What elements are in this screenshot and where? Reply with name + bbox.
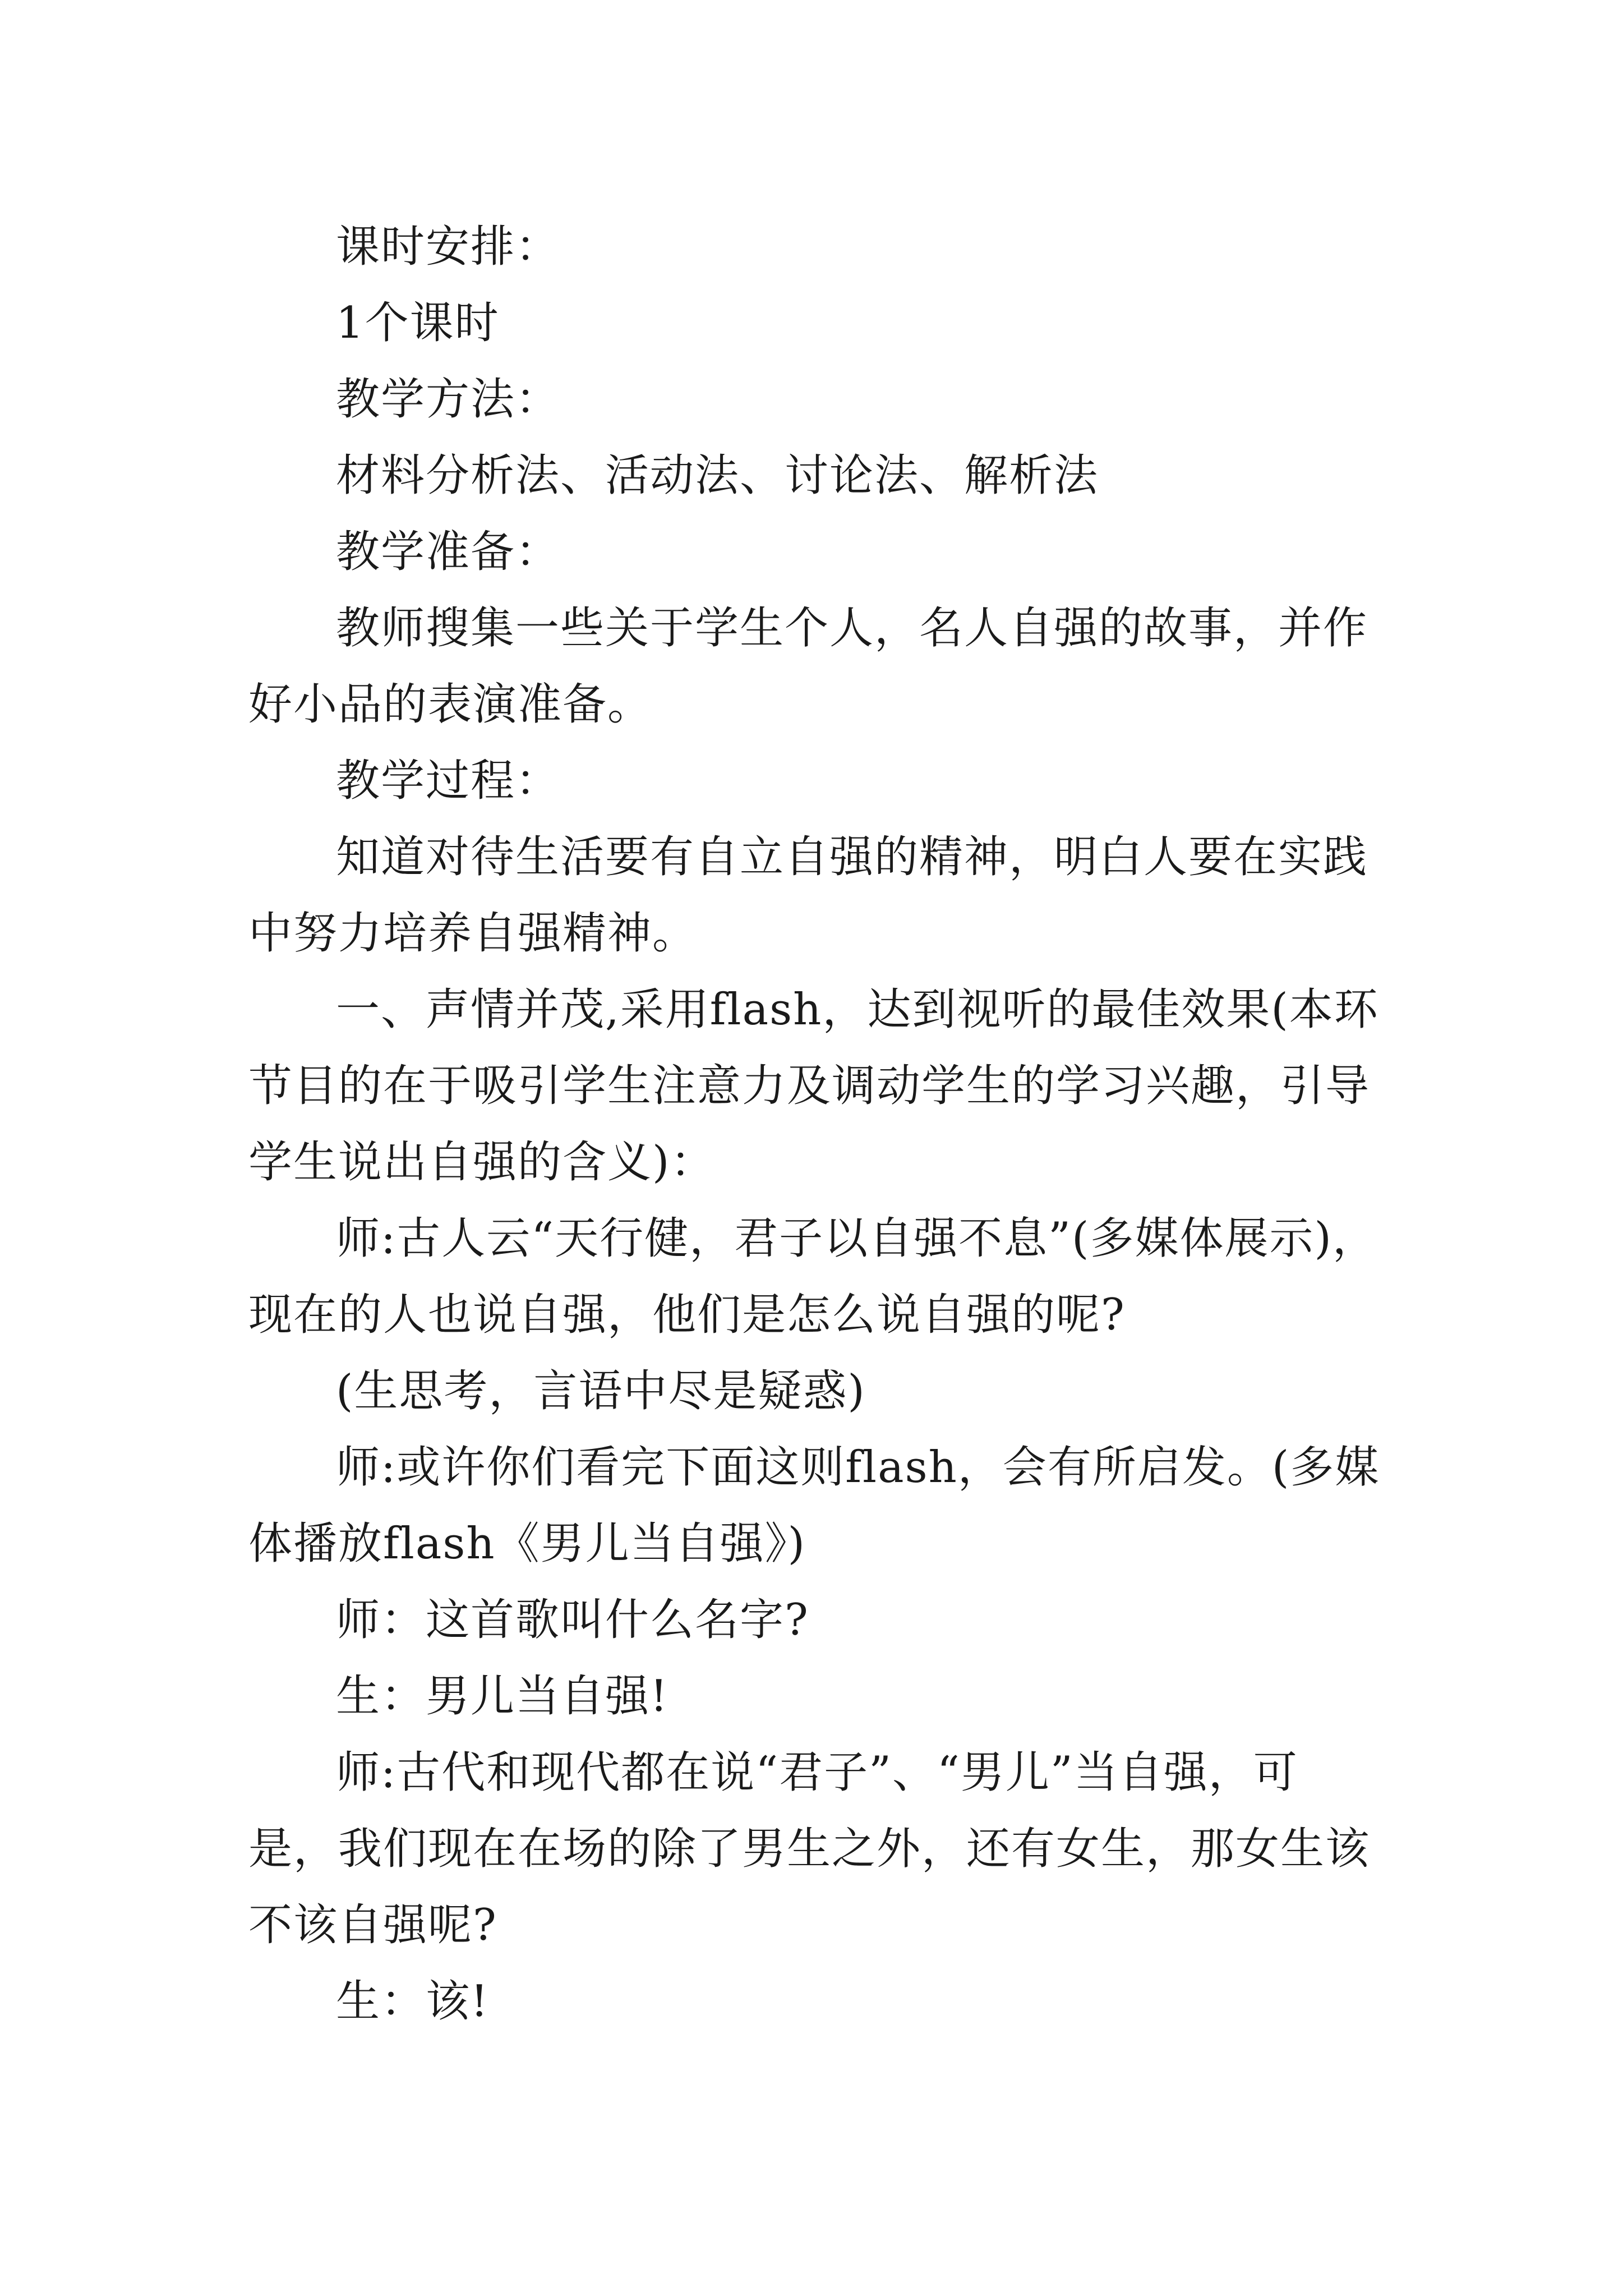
paragraph-process-goal: 知道对待生活要有自立自强的精神，明白人要在实践中努力培养自强精神。 bbox=[248, 832, 1368, 959]
paragraph-teacher-quote: 师:古人云“天行健，君子以自强不息”(多媒体展示)，现在的人也说自强，他们是怎么说自强的呢? bbox=[248, 1213, 1377, 1340]
paragraph-student-answer: 生：男儿当自强! bbox=[336, 1671, 669, 1722]
paragraph-teacher-question: 师：这首歌叫什么名字? bbox=[336, 1595, 809, 1645]
paragraph-schedule-value: 1个课时 bbox=[336, 298, 500, 348]
paragraph-student-final: 生：该! bbox=[336, 1976, 490, 2027]
document-body bbox=[248, 209, 1381, 2040]
paragraph-teacher-followup: 师:古代和现代都在说“君子”、“男儿”当自强，可是，我们现在在场的除了男生之外，还有女生，那女生该不该自强呢? bbox=[248, 1747, 1371, 1950]
paragraph-process-heading: 教学过程： bbox=[336, 756, 561, 806]
paragraph-methods-value: 材料分析法、活动法、讨论法、解析法 bbox=[336, 450, 1099, 501]
paragraph-preparation-heading: 教学准备： bbox=[336, 527, 561, 577]
paragraph-student-thinking: (生思考，言语中尽是疑惑) bbox=[336, 1366, 866, 1416]
paragraph-methods-heading: 教学方法： bbox=[336, 374, 561, 425]
paragraph-section-one: 一、声情并茂,采用flash，达到视听的最佳效果(本环节目的在于吸引学生注意力及调动学生的学习兴趣，引导学生说出自强的含义)： bbox=[248, 984, 1379, 1188]
paragraph-preparation-value: 教师搜集一些关于学生个人，名人自强的故事，并作好小品的表演准备。 bbox=[248, 603, 1368, 730]
paragraph-teacher-flash: 师:或许你们看完下面这则flash，会有所启发。(多媒体播放flash《男儿当自强》) bbox=[248, 1442, 1380, 1569]
paragraph-schedule-heading: 课时安排： bbox=[336, 222, 561, 272]
